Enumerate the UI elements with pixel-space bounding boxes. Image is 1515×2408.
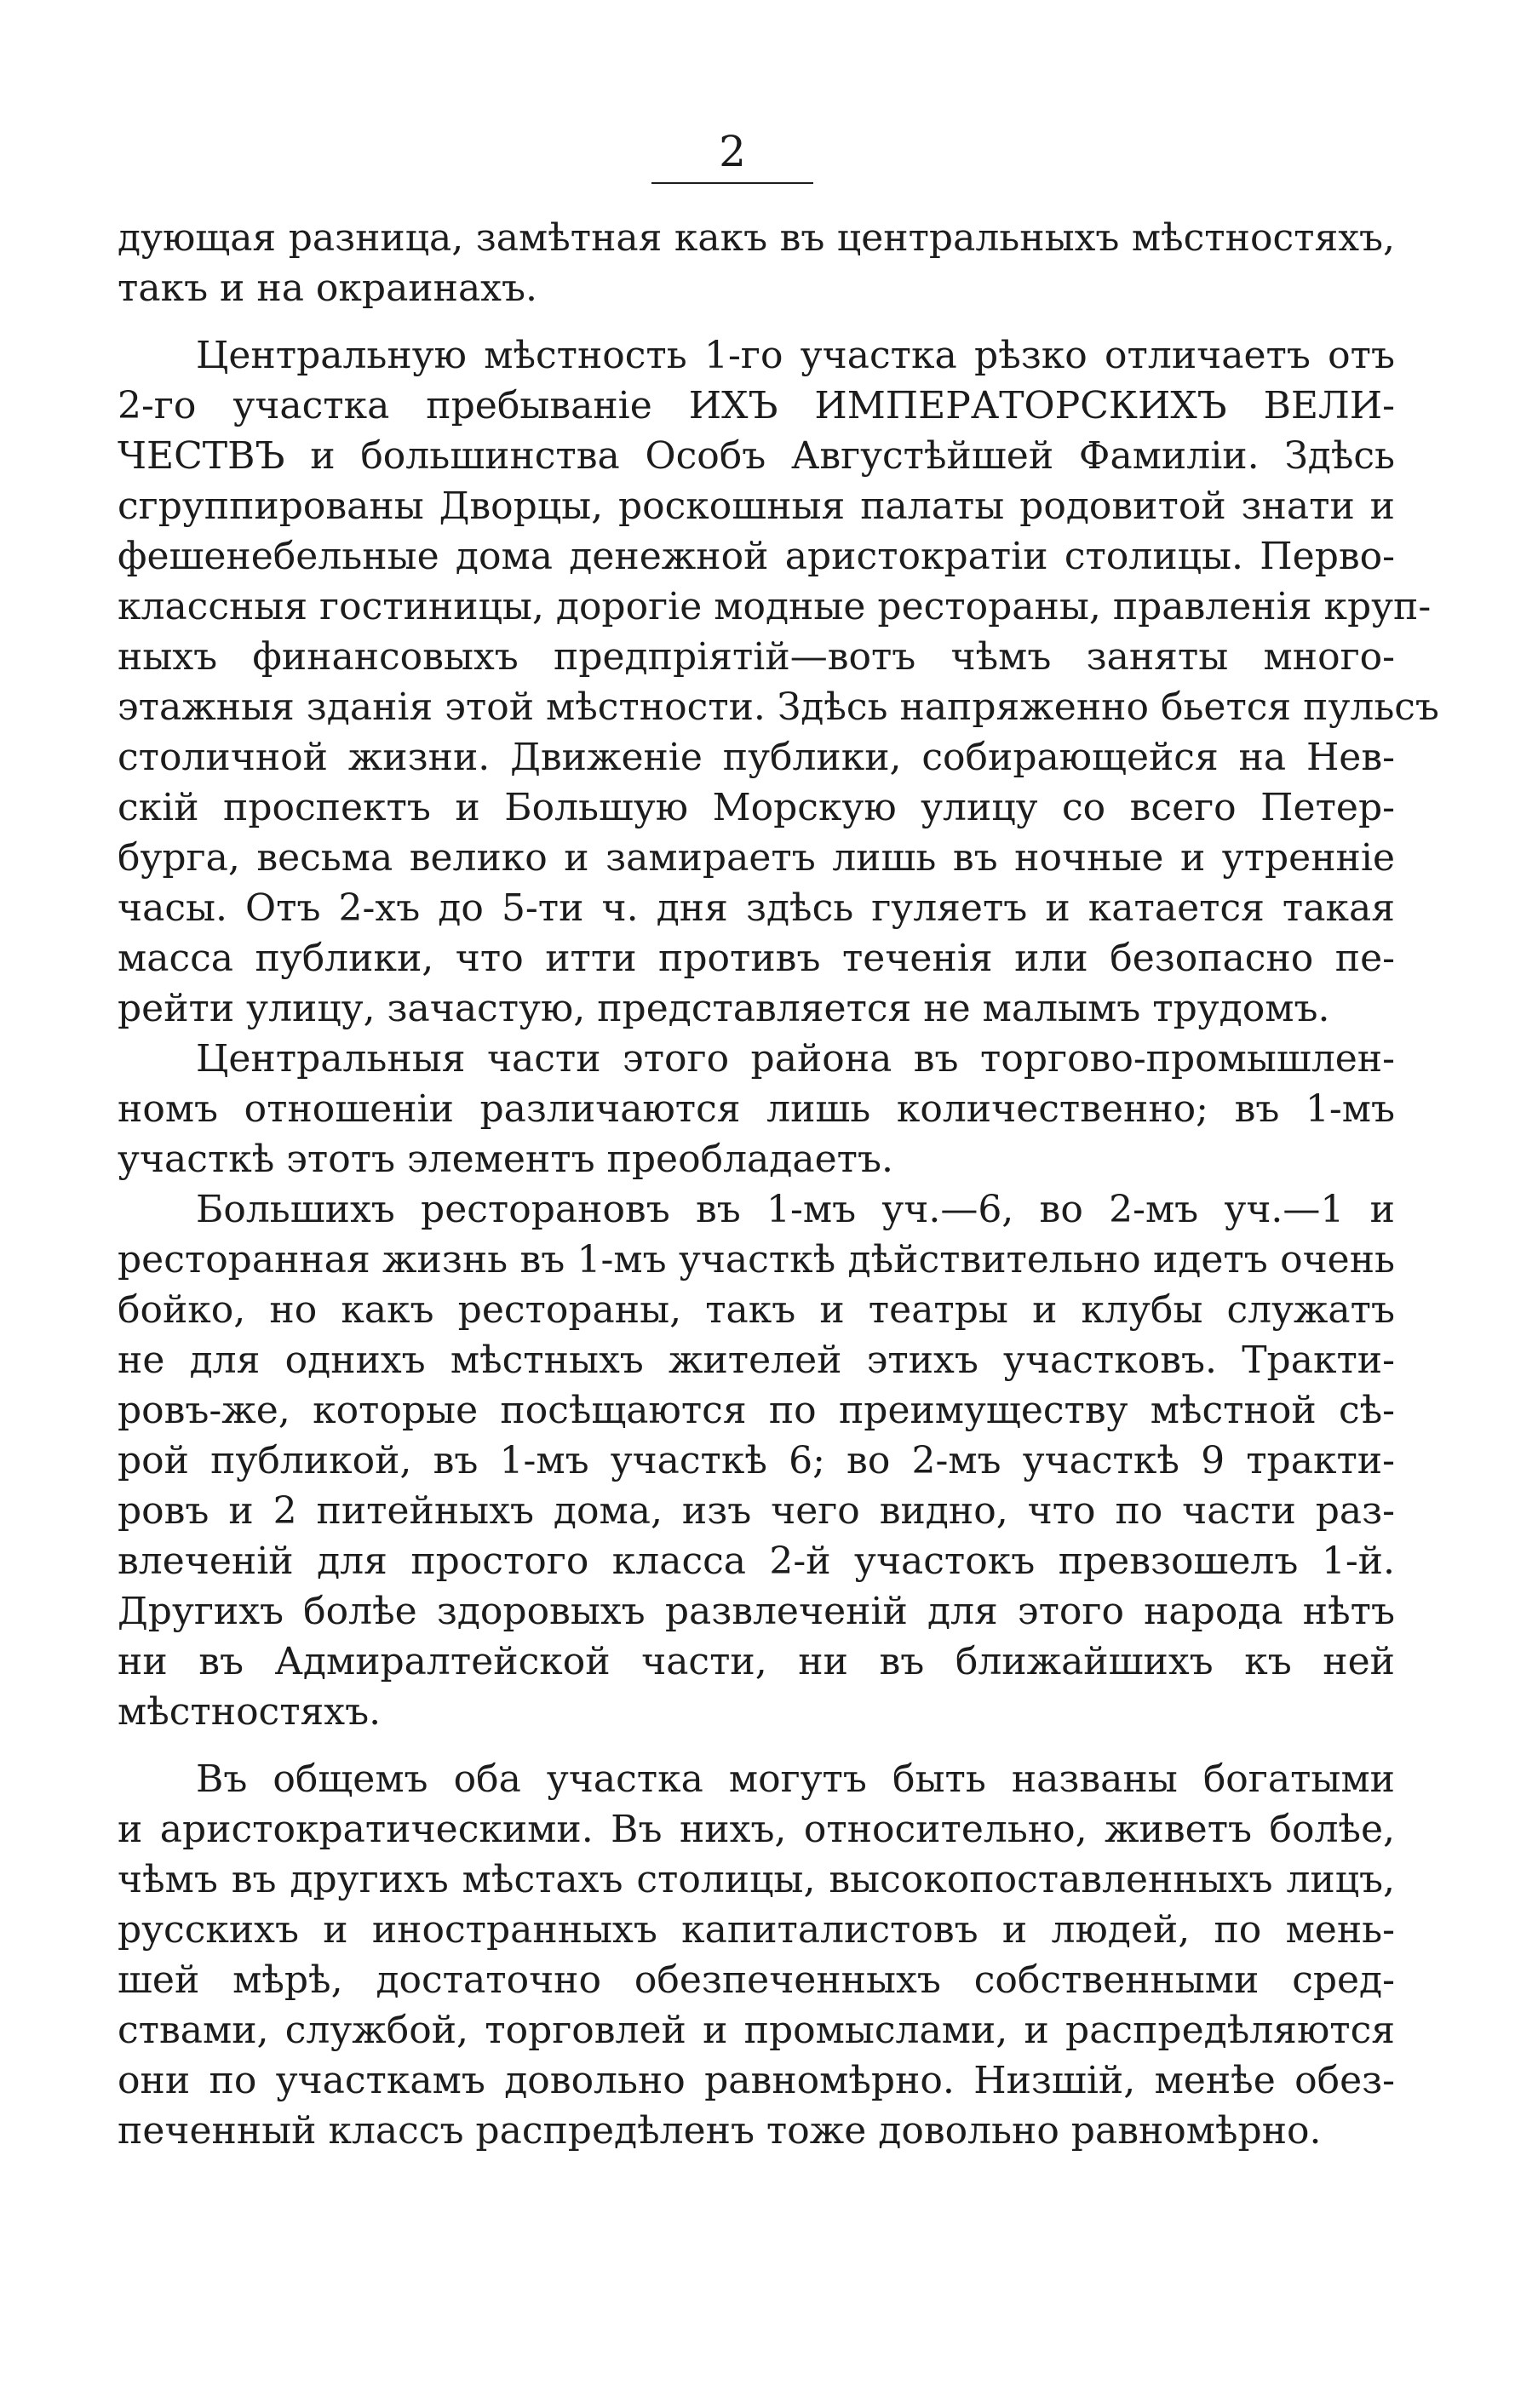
- text-line: Большихъ ресторановъ въ 1-мъ уч.—6, во 2-мъ уч.—1 и: [196, 1188, 1395, 1231]
- text-line: Центральныя части этого района въ торгово-промышлен-: [196, 1037, 1395, 1081]
- text-line: ствами, службой, торговлей и промыслами, и распредѣляются: [118, 2009, 1395, 2052]
- text-line: участкѣ этотъ элементъ преобладаетъ.: [118, 1138, 893, 1181]
- text-line: Центральную мѣстность 1-го участка рѣзко отличаетъ отъ: [196, 334, 1395, 377]
- text-line: Другихъ болѣе здоровыхъ развлеченій для этого народа нѣтъ: [118, 1590, 1395, 1633]
- text-line: рейти улицу, зачастую, представляется не малымъ трудомъ.: [118, 987, 1330, 1030]
- text-line: чѣмъ въ другихъ мѣстахъ столицы, высокопоставленныхъ лицъ,: [118, 1858, 1395, 1901]
- text-line: ЧЕСТВЪ и большинства Особъ Августѣйшей Фамиліи. Здѣсь: [118, 434, 1395, 478]
- text-line: сгруппированы Дворцы, роскошныя палаты родовитой знати и: [118, 484, 1395, 528]
- text-line: Въ общемъ оба участка могутъ быть названы богатыми: [196, 1757, 1395, 1801]
- paragraph: [118, 1754, 1395, 2156]
- paragraph: [118, 1184, 1395, 1737]
- paragraph: [118, 1034, 1395, 1184]
- text-line: классныя гостиницы, дорогіе модные рестораны, правленія круп-: [118, 585, 1432, 628]
- text-line: печенный классъ распредѣленъ тоже довольно равномѣрно.: [118, 2109, 1322, 2153]
- paragraph-gap: [118, 1737, 1395, 1754]
- text-line: ни въ Адмиралтейской части, ни въ ближайшихъ къ ней: [118, 1640, 1395, 1683]
- text-line: мѣстностяхъ.: [118, 1690, 382, 1734]
- body-text: [118, 213, 1439, 2156]
- text-line: бурга, весьма велико и замираетъ лишь въ ночные и утренніе: [118, 836, 1395, 880]
- text-line: они по участкамъ довольно равномѣрно. Низшій, менѣе обез-: [118, 2059, 1395, 2102]
- text-line: рой публикой, въ 1-мъ участкѣ 6; во 2-мъ участкѣ 9 тракти-: [118, 1439, 1395, 1482]
- text-line: скій проспектъ и Большую Морскую улицу со всего Петер-: [118, 786, 1395, 829]
- page-number: 2: [719, 127, 746, 176]
- text-line: ровъ-же, которые посѣщаются по преимуществу мѣстной сѣ-: [118, 1389, 1395, 1432]
- text-line: часы. Отъ 2-хъ до 5-ти ч. дня здѣсь гуляетъ и катается такая: [118, 886, 1395, 930]
- text-line: и аристократическими. Въ нихъ, относительно, живетъ болѣе,: [118, 1808, 1395, 1851]
- text-line: фешенебельные дома денежной аристократіи столицы. Перво-: [118, 535, 1395, 578]
- text-line: бойко, но какъ рестораны, такъ и театры и клубы служатъ: [118, 1288, 1395, 1332]
- paragraph: [118, 213, 1395, 313]
- text-line: ныхъ финансовыхъ предпріятій—вотъ чѣмъ заняты много-: [118, 635, 1395, 679]
- text-line: масса публики, что итти противъ теченія или безопасно пе-: [118, 937, 1395, 980]
- text-line: такъ и на окраинахъ.: [118, 267, 537, 310]
- text-line: влеченій для простого класса 2-й участокъ превзошелъ 1-й.: [118, 1539, 1395, 1583]
- text-line: шей мѣрѣ, достаточно обезпеченныхъ собственными сред-: [118, 1958, 1395, 2002]
- text-line: дующая разница, замѣтная какъ въ центральныхъ мѣстностяхъ,: [118, 216, 1395, 260]
- text-line: этажныя зданія этой мѣстности. Здѣсь напряженно бьется пульсъ: [118, 685, 1439, 729]
- text-line: ровъ и 2 питейныхъ дома, изъ чего видно, что по части раз-: [118, 1489, 1395, 1533]
- text-line: не для однихъ мѣстныхъ жителей этихъ участковъ. Тракти-: [118, 1339, 1395, 1382]
- text-line: 2-го участка пребываніе ИХЪ ИМПЕРАТОРСКИХЪ ВЕЛИ-: [118, 384, 1395, 427]
- page-number-rule: [651, 182, 813, 184]
- text-line: номъ отношеніи различаются лишь количественно; въ 1-мъ: [118, 1087, 1395, 1131]
- paragraph: [118, 330, 1439, 1034]
- text-line: русскихъ и иностранныхъ капиталистовъ и людей, по мень-: [118, 1908, 1395, 1952]
- text-line: столичной жизни. Движеніе публики, собирающейся на Нев-: [118, 736, 1395, 779]
- text-line: ресторанная жизнь въ 1-мъ участкѣ дѣйствительно идетъ очень: [118, 1238, 1395, 1281]
- paragraph-gap: [118, 313, 1395, 330]
